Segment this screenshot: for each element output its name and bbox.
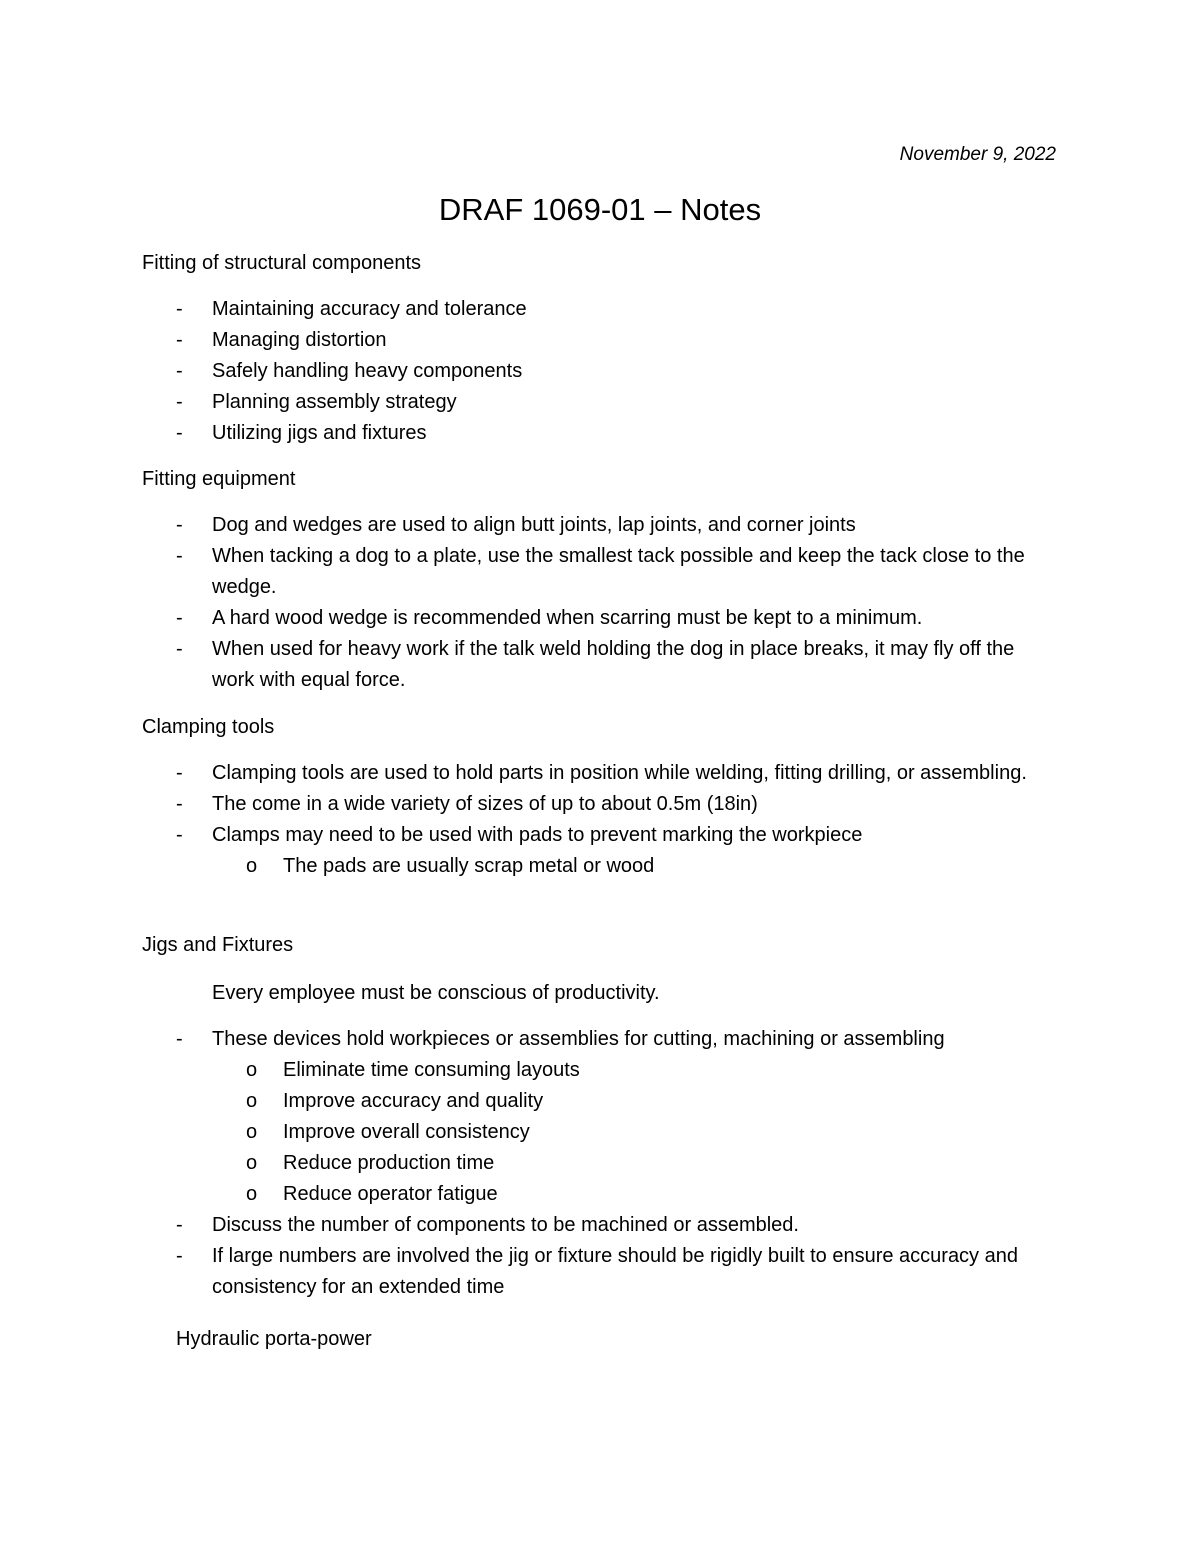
- sub-list-item: o Reduce operator fatigue: [142, 1179, 1062, 1210]
- dash-marker: -: [176, 762, 183, 784]
- list-item: - Dog and wedges are used to align butt joints, lap joints, and corner joints: [142, 510, 1062, 541]
- dash-marker: -: [176, 793, 183, 815]
- list-item: - Safely handling heavy components: [142, 356, 1062, 387]
- section-heading-fitting-structural: Fitting of structural components: [142, 252, 422, 274]
- dash-marker: -: [176, 360, 183, 382]
- dash-marker: -: [176, 298, 183, 320]
- list-item: - Clamping tools are used to hold parts in position while welding, fitting drilling, or assembling.: [142, 758, 1062, 789]
- dash-marker: -: [176, 1245, 183, 1267]
- list-item: - The come in a wide variety of sizes of up to about 0.5m (18in): [142, 789, 1062, 820]
- sub-list-item: o The pads are usually scrap metal or wood: [142, 851, 1062, 882]
- intro-text: Every employee must be conscious of productivity.: [212, 982, 660, 1004]
- circle-marker: o: [246, 1090, 258, 1112]
- dash-marker: -: [176, 1028, 183, 1050]
- list-item: - Maintaining accuracy and tolerance: [142, 294, 1062, 325]
- circle-marker: o: [246, 1183, 258, 1205]
- section-heading-fitting-equipment: Fitting equipment: [142, 468, 296, 490]
- dash-marker: -: [176, 638, 183, 660]
- list-item: - Managing distortion: [142, 325, 1062, 356]
- dash-marker: -: [176, 545, 183, 567]
- date: November 9, 2022: [899, 144, 1056, 165]
- list-item: - If large numbers are involved the jig or fixture should be rigidly built to ensure accuracy and consistency for an extended time: [142, 1241, 1062, 1303]
- dash-marker: -: [176, 391, 183, 413]
- sub-list-item: o Reduce production time: [142, 1148, 1062, 1179]
- dash-marker: -: [176, 514, 183, 536]
- page-title: DRAF 1069-01 – Notes: [438, 192, 762, 227]
- sub-list-item: o Eliminate time consuming layouts: [142, 1055, 1062, 1086]
- list-item: - When used for heavy work if the talk weld holding the dog in place breaks, it may fly off the work with equal force.: [142, 634, 1062, 696]
- dash-marker: -: [176, 824, 183, 846]
- section-heading-clamping-tools: Clamping tools: [142, 716, 275, 738]
- bullet-list-fitting-equipment: [142, 510, 1062, 696]
- list-item: - Clamps may need to be used with pads to prevent marking the workpiece: [142, 820, 1062, 851]
- list-item: - When tacking a dog to a plate, use the smallest tack possible and keep the tack close to the wedge.: [142, 541, 1062, 603]
- bullet-list-jigs-fixtures: [142, 1024, 1062, 1303]
- section-heading-hydraulic: Hydraulic porta-power: [176, 1328, 372, 1350]
- sub-list-item: o Improve accuracy and quality: [142, 1086, 1062, 1117]
- circle-marker: o: [246, 1059, 258, 1081]
- dash-marker: -: [176, 607, 183, 629]
- dash-marker: -: [176, 1214, 183, 1236]
- section-heading-jigs-fixtures: Jigs and Fixtures: [142, 934, 294, 956]
- list-item: - Utilizing jigs and fixtures: [142, 418, 1062, 449]
- circle-marker: o: [246, 1152, 258, 1174]
- circle-marker: o: [246, 1121, 258, 1143]
- list-item: - These devices hold workpieces or assemblies for cutting, machining or assembling: [142, 1024, 1062, 1055]
- bullet-list-clamping-tools: [142, 758, 1062, 882]
- bullet-list-fitting-structural: [142, 294, 1062, 449]
- dash-marker: -: [176, 422, 183, 444]
- list-item: - Planning assembly strategy: [142, 387, 1062, 418]
- list-item: - Discuss the number of components to be machined or assembled.: [142, 1210, 1062, 1241]
- dash-marker: -: [176, 329, 183, 351]
- sub-list-item: o Improve overall consistency: [142, 1117, 1062, 1148]
- circle-marker: o: [246, 855, 258, 877]
- list-item: - A hard wood wedge is recommended when scarring must be kept to a minimum.: [142, 603, 1062, 634]
